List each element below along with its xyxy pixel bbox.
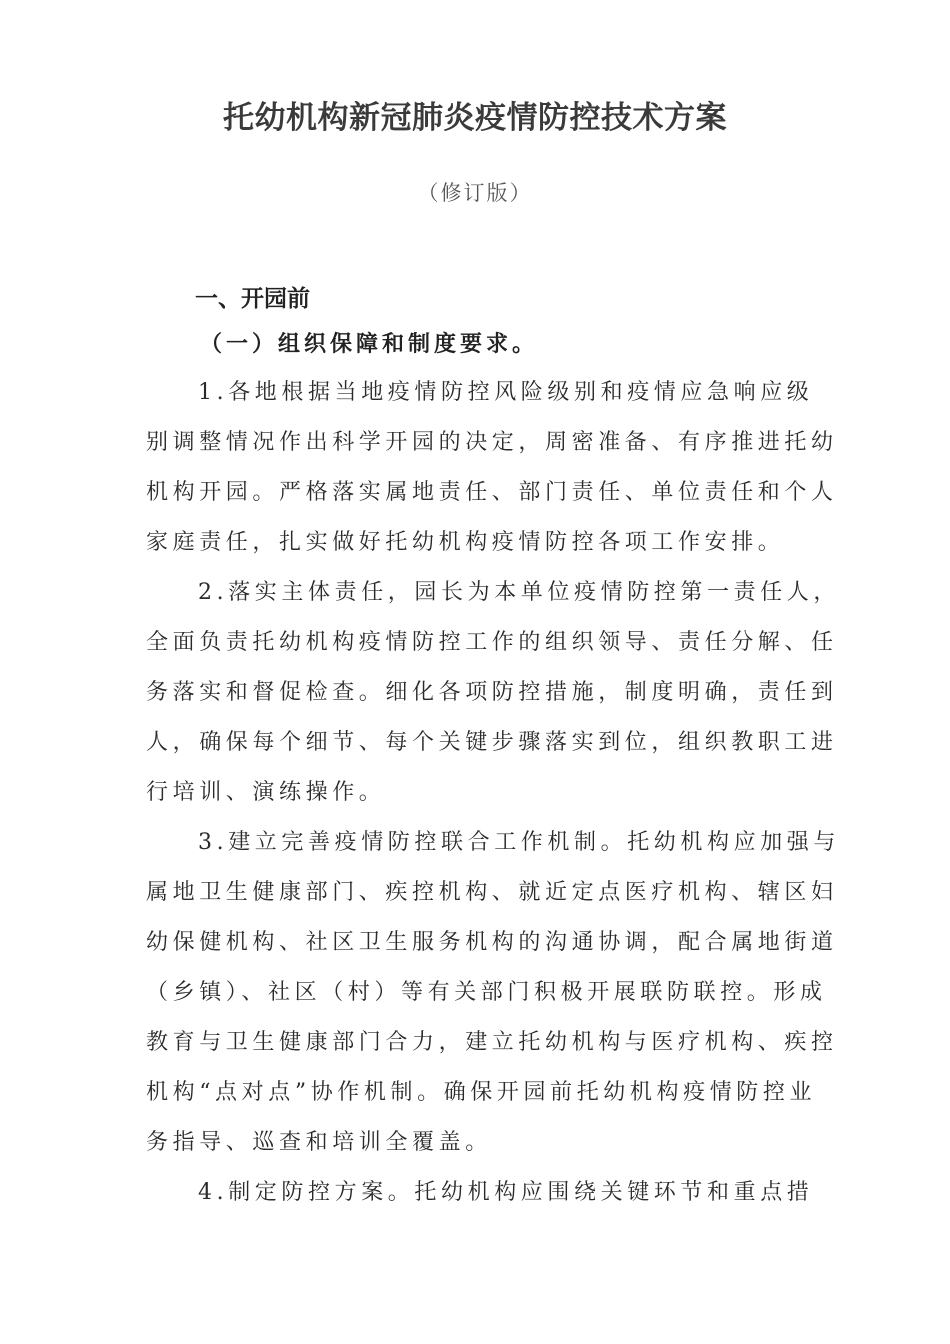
document-subtitle: （修订版） <box>417 181 533 205</box>
section-heading: 一、开园前 <box>195 286 310 312</box>
paragraph-line: （乡镇）、社区（村）等有关部门积极开展联防联控。形成 <box>146 980 827 1005</box>
paragraph <box>146 826 840 1176</box>
paragraph-line: 3.建立完善疫情防控联合工作机制。托幼机构应加强与 <box>198 830 840 855</box>
paragraph-line: 全面负责托幼机构疫情防控工作的组织领导、责任分解、任 <box>146 630 838 655</box>
paragraph-line: 机构开园。严格落实属地责任、部门责任、单位责任和个人 <box>146 480 838 505</box>
paragraph-line: 务指导、巡查和培训全覆盖。 <box>146 1130 492 1155</box>
paragraph-line: 人，确保每个细节、每个关键步骤落实到位，组织教职工进 <box>146 730 838 755</box>
paragraph-line: 幼保健机构、社区卫生服务机构的沟通协调，配合属地街道 <box>146 930 838 955</box>
document-title: 托幼机构新冠肺炎疫情防控技术方案 <box>223 100 727 136</box>
paragraph <box>146 1176 814 1226</box>
paragraph-line: 别调整情况作出科学开园的决定，周密准备、有序推进托幼 <box>146 430 838 455</box>
paragraph-line: 属地卫生健康部门、疾控机构、就近定点医疗机构、辖区妇 <box>146 880 838 905</box>
subsection-heading: （一）组织保障和制度要求。 <box>200 331 539 357</box>
paragraph-line: 务落实和督促检查。细化各项防控措施，制度明确，责任到 <box>146 680 838 705</box>
paragraph-line: 4.制定防控方案。托幼机构应围绕关键环节和重点措 <box>198 1180 814 1205</box>
paragraph-line: 家庭责任，扎实做好托幼机构疫情防控各项工作安排。 <box>146 530 785 555</box>
paragraph <box>146 576 840 826</box>
paragraph-line: 2.落实主体责任，园长为本单位疫情防控第一责任人， <box>198 580 840 605</box>
paragraph <box>146 376 838 576</box>
paragraph-line: 机构“点对点”协作机制。确保开园前托幼机构疫情防控业 <box>146 1080 817 1105</box>
paragraph-line: 行培训、演练操作。 <box>146 780 386 805</box>
paragraph-line: 教育与卫生健康部门合力，建立托幼机构与医疗机构、疾控 <box>146 1030 838 1055</box>
paragraph-line: 1.各地根据当地疫情防控风险级别和疫情应急响应级 <box>198 380 814 405</box>
document-body <box>146 376 840 1226</box>
